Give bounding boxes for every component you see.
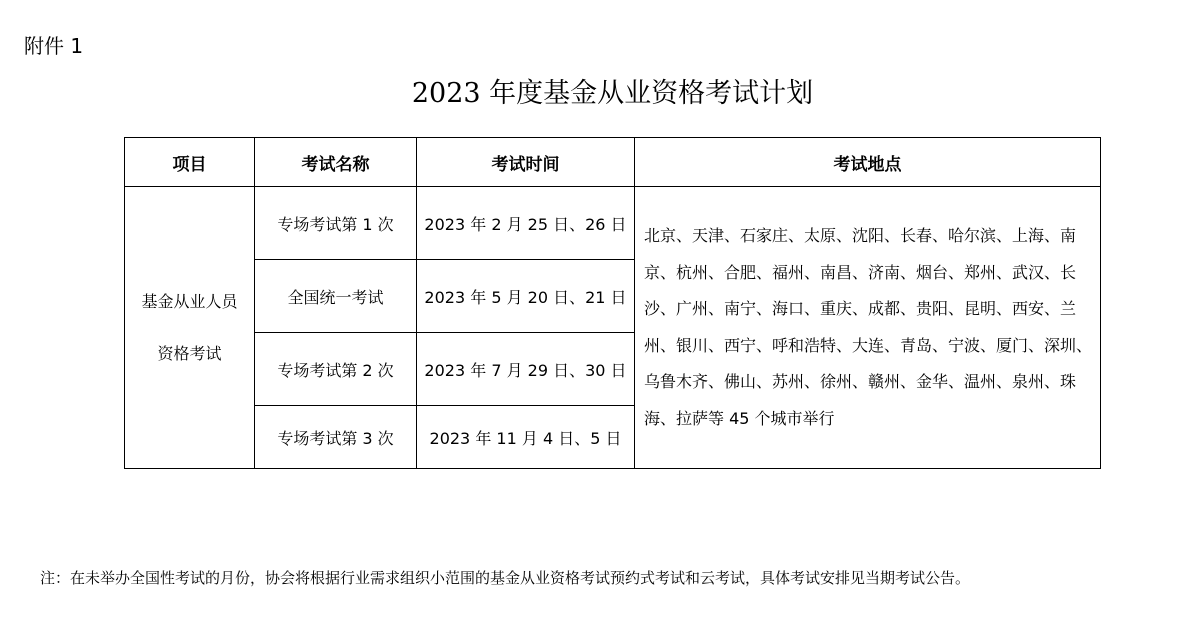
exam-name-cell: 专场考试第 3 次 <box>255 406 417 469</box>
header-exam-time: 考试时间 <box>417 138 635 187</box>
exam-date-cell: 2023 年 5 月 20 日、21 日 <box>417 260 635 333</box>
header-project: 项目 <box>125 138 255 187</box>
exam-name-cell: 专场考试第 2 次 <box>255 333 417 406</box>
page-title: 2023 年度基金从业资格考试计划 <box>411 78 814 109</box>
attachment-label: 附件 1 <box>24 34 84 58</box>
exam-name-cell: 专场考试第 1 次 <box>255 187 417 260</box>
exam-date-cell: 2023 年 11 月 4 日、5 日 <box>417 406 635 469</box>
header-exam-location: 考试地点 <box>635 138 1101 187</box>
header-exam-name: 考试名称 <box>255 138 417 187</box>
exam-date-cell: 2023 年 7 月 29 日、30 日 <box>417 333 635 406</box>
footnote: 注：在未举办全国性考试的月份，协会将根据行业需求组织小范围的基金从业资格考试预约式考试和云考试，具体考试安排见当期考试公告。 <box>40 569 971 587</box>
exam-locations-cell: 北京、天津、石家庄、太原、沈阳、长春、哈尔滨、上海、南京、杭州、合肥、福州、南昌、济南、烟台、郑州、武汉、长沙、广州、南宁、海口、重庆、成都、贵阳、昆明、西安、兰州、银川、西宁、呼和浩特、大连、青岛、宁波、厦门、深圳、乌鲁木齐、佛山、苏州、徐州、赣州、金华、温州、泉州、珠海、拉萨等 45 个城市举行 <box>635 187 1101 469</box>
exam-plan-table <box>124 137 1101 469</box>
exam-date-cell: 2023 年 2 月 25 日、26 日 <box>417 187 635 260</box>
exam-name-cell: 全国统一考试 <box>255 260 417 333</box>
project-line-1: 基金从业人员 <box>141 291 238 311</box>
project-cell <box>125 187 255 469</box>
table-header-row <box>125 138 1101 187</box>
project-line-2: 资格考试 <box>157 343 222 363</box>
table-row <box>125 187 1101 260</box>
